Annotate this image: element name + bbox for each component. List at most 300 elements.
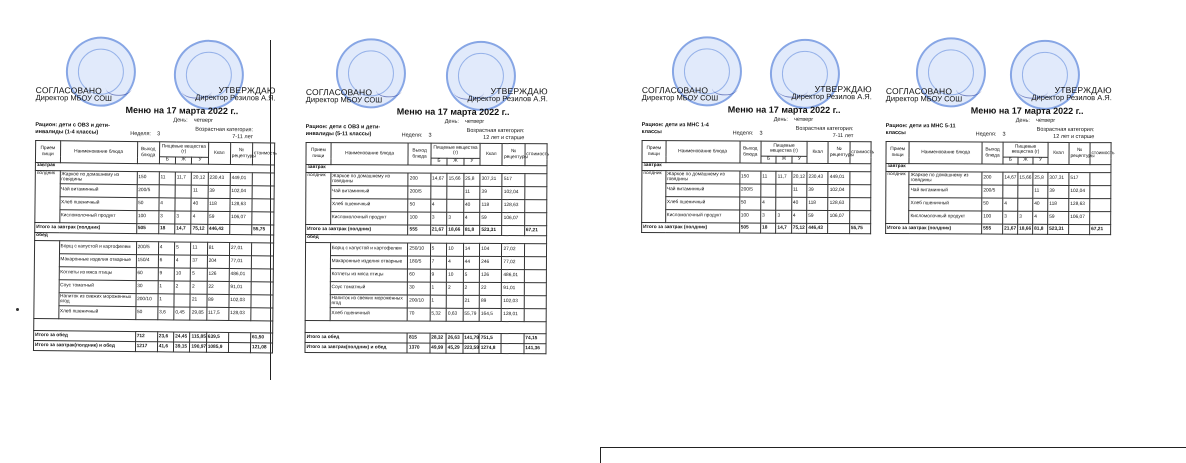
table-cell: 751,5 [479, 333, 501, 343]
dish-name: Жаркое по домашнему из говядины [60, 171, 137, 185]
day-label: День: [173, 117, 188, 124]
table-cell [252, 212, 274, 225]
table-cell [175, 198, 191, 211]
table-cell: 128,63 [1069, 198, 1090, 211]
table-cell [524, 270, 546, 283]
table-cell [228, 343, 250, 353]
col-meal: Прием пищи [642, 141, 666, 163]
table-row-total [886, 224, 1111, 235]
table-cell: 25,8 [464, 173, 481, 186]
table-cell [447, 199, 464, 212]
col-yield: Выход блюда [740, 141, 761, 163]
table-cell [524, 309, 546, 322]
table-cell: 59 [480, 212, 502, 225]
table-cell: 1274,8 [479, 343, 501, 353]
table-cell: 0,45 [174, 307, 190, 320]
table-row [306, 212, 547, 226]
menu-table [304, 142, 550, 354]
table-cell: 40 [791, 197, 806, 210]
table-cell: 100 [739, 210, 760, 223]
table-cell: 639,5 [206, 332, 228, 342]
col-dish: Наименование блюда [331, 143, 409, 165]
table-cell: 10 [174, 268, 190, 281]
table-cell [251, 269, 273, 282]
col-protein: Б [159, 157, 175, 164]
table-cell: 200/5 [408, 186, 430, 199]
menu-page [35, 62, 286, 351]
dish-name: Жаркое по домашнему из говядины [331, 173, 409, 186]
table-cell [1018, 198, 1033, 211]
col-yield: Выход блюда [137, 142, 159, 164]
table-cell: 23,6 [157, 332, 173, 342]
table-cell: 49,99 [430, 343, 447, 353]
day-line [445, 119, 485, 126]
day-value: четверг [193, 117, 214, 124]
col-fat: Ж [776, 156, 791, 163]
col-recipe: № рецептуры [1069, 142, 1090, 164]
table-cell [228, 333, 250, 343]
col-fat: Ж [447, 158, 464, 165]
table-cell: 21,67 [1003, 224, 1018, 234]
table-row [305, 243, 546, 257]
total-label: Итого за завтрак (полдник) [886, 224, 982, 235]
meal-cell-empty [305, 243, 330, 321]
col-nutrients: Пищевые вещества (г) [1003, 142, 1048, 157]
agreed-person: Директор МБОУ СОШ [35, 92, 112, 103]
table-cell: 180/5 [408, 256, 430, 269]
col-kcal: Ккал [1048, 142, 1069, 164]
table-cell: 14,67 [431, 173, 448, 186]
table-cell: 18 [761, 223, 776, 233]
table-cell [1069, 224, 1090, 234]
week-value: 3 [1002, 131, 1006, 138]
col-kcal: Ккал [480, 143, 502, 165]
meal-label-breakfast: завтрак [886, 164, 1111, 173]
table-cell: 2 [463, 282, 480, 295]
table-cell [252, 186, 274, 199]
table-cell: 21 [190, 294, 206, 307]
menu-page [641, 62, 882, 231]
col-nutrients: Пищевые вещества (г) [761, 141, 807, 156]
col-fat: Ж [175, 157, 191, 164]
table-cell [761, 184, 776, 197]
table-cell [524, 213, 546, 226]
table-cell: 77,01 [229, 256, 251, 269]
day-label: День: [773, 116, 788, 123]
menu-page [885, 63, 1122, 232]
table-row [305, 281, 546, 295]
table-cell: 712 [135, 332, 157, 342]
table-row [642, 210, 871, 224]
table-cell: 91,01 [502, 283, 524, 296]
table-cell: 20,12 [792, 171, 807, 184]
table-cell: 70 [408, 308, 430, 321]
table-cell: 2 [174, 281, 190, 294]
table-cell: 4 [191, 211, 207, 224]
table-cell: 11 [791, 184, 806, 197]
table-row [642, 197, 871, 211]
table-cell: 3 [761, 210, 776, 223]
col-kcal: Ккал [807, 141, 828, 163]
dish-name: Чай витаминный [330, 186, 408, 199]
age-label: Возрастная категория: [195, 126, 254, 134]
ration-text [306, 124, 397, 137]
col-dish: Наименование блюда [60, 141, 137, 164]
approved-block [1031, 86, 1111, 102]
scan-edge-line [600, 447, 1186, 448]
col-carbs: У [192, 157, 208, 164]
dish-name: Чай витаминный [665, 184, 739, 197]
table-row [305, 268, 546, 282]
approved-person: Директор Резилов А.Я. [1031, 92, 1112, 103]
table-cell: 4 [1033, 211, 1048, 224]
table-cell: 523,31 [480, 225, 502, 235]
table-cell: 1 [158, 294, 174, 307]
col-cost: стоимость [525, 144, 547, 166]
table-cell: 22 [479, 282, 501, 295]
table-cell: 11 [761, 171, 776, 184]
table-cell: 4 [174, 255, 190, 268]
day-line [1016, 118, 1056, 125]
table-cell [447, 186, 464, 199]
table-cell: 27,01 [229, 243, 251, 256]
table-cell [1090, 212, 1111, 225]
day-line [774, 117, 814, 124]
dish-name: Борщ с капустой и картофелем [59, 241, 136, 255]
table-row [642, 171, 871, 185]
table-cell [524, 200, 546, 213]
table-cell: 50 [408, 199, 430, 212]
ration-label: Рацион: дети из МНС 1-4 классы [641, 121, 709, 135]
total-label: Итого за завтрак (полдник) [642, 223, 740, 234]
table-cell: 21 [463, 295, 480, 308]
table-cell: 250/10 [408, 243, 430, 256]
table-row-total [642, 223, 871, 234]
total-label: Итого за завтрак(полдник) и обед [33, 340, 135, 351]
dish-name: Хлеб пшеничный [909, 198, 982, 211]
table-cell: 449,01 [230, 173, 252, 186]
table-cell: 61,50 [250, 333, 272, 343]
approved-person: Директор Резилов А.Я. [467, 93, 548, 104]
table-cell: 11 [1033, 185, 1048, 198]
day-line [173, 117, 213, 124]
total-label: Итого за завтрак(полдник) и обед [305, 342, 407, 353]
col-dish: Наименование блюда [909, 142, 982, 164]
dish-name: Соус томатный [59, 280, 136, 294]
table-cell: 100 [136, 211, 158, 224]
table-cell: 200/5 [137, 185, 159, 198]
table-cell: 117,5 [206, 307, 228, 320]
col-meal: Прием пищи [35, 141, 60, 163]
table-cell: 50 [739, 197, 760, 210]
menu-table [33, 140, 275, 354]
age-value: 12 лет и старше [1053, 133, 1095, 140]
table-cell: 11 [463, 186, 480, 199]
table-cell: 18,66 [447, 225, 464, 235]
table-cell [175, 185, 191, 198]
table-row [305, 256, 546, 270]
table-cell [252, 173, 274, 186]
table-cell [174, 294, 190, 307]
table-cell [251, 282, 273, 295]
ration-text [642, 122, 728, 135]
age-line [1037, 127, 1095, 140]
dish-name: Котлеты из мяса птицы [59, 267, 136, 281]
day-value: четверг [794, 116, 814, 123]
table-cell: 27,02 [502, 244, 524, 257]
table-cell [502, 226, 524, 236]
table-cell: 81,8 [463, 225, 480, 235]
total-label: Итого за завтрак (полдник) [35, 222, 137, 233]
dish-name: Чай витаминный [60, 184, 137, 198]
col-nutrients: Пищевые вещества (г) [159, 142, 208, 158]
table-cell: 10 [447, 243, 464, 256]
col-cost: стоимость [1090, 143, 1111, 165]
table-cell: 486,01 [229, 269, 251, 282]
ration-text [886, 123, 971, 136]
table-cell [828, 223, 849, 233]
table-cell: 30 [136, 281, 158, 294]
table-cell: 59 [1048, 211, 1069, 224]
table-cell [850, 172, 871, 185]
table-row-total [305, 342, 546, 353]
table-cell: 10 [447, 269, 464, 282]
meal-label-snack: полдник [886, 172, 910, 224]
table-cell: 25,8 [1033, 172, 1048, 185]
table-cell: 50 [135, 307, 157, 320]
table-cell [251, 243, 273, 256]
table-cell: 1085,9 [206, 342, 228, 352]
table-cell: 50 [137, 198, 159, 211]
table-cell: 91,01 [229, 282, 251, 295]
week-line [130, 131, 160, 138]
table-cell [525, 187, 547, 200]
menu-title: Меню на 17 марта 2022 г.. [125, 104, 239, 117]
approved-title: УТВЕРЖДАЮ [1054, 84, 1112, 96]
table-row [305, 307, 546, 321]
table-cell: 4 [159, 198, 175, 211]
total-label: Итого за обед [34, 330, 136, 341]
table-cell: 3 [447, 212, 464, 225]
table-row [305, 294, 546, 308]
table-cell: 4 [463, 212, 480, 225]
menu-title: Меню на 17 марта 2022 г.. [970, 105, 1084, 117]
day-value: четверг [465, 118, 485, 125]
table-cell [849, 198, 870, 211]
table-cell: 230,43 [807, 171, 828, 184]
approved-person: Директор Резилов А.Я. [195, 92, 276, 103]
meal-label-snack: полдник [306, 173, 331, 225]
table-cell [1090, 199, 1111, 212]
agreed-title: СОГЛАСОВАНО [885, 85, 953, 97]
table-cell: 1217 [135, 342, 157, 352]
table-cell: 45,29 [446, 343, 463, 353]
age-value: 7-11 лет [832, 132, 854, 139]
week-label: Неделя: [975, 131, 997, 138]
week-line [733, 130, 763, 137]
table-cell: 126 [480, 269, 502, 282]
week-value: 3 [157, 131, 161, 138]
table-cell: 204 [207, 255, 229, 268]
table-cell [525, 174, 547, 187]
table-cell: 59 [807, 210, 828, 223]
table-cell: 67,21 [524, 226, 546, 236]
table-cell [1090, 173, 1111, 186]
table-cell: 89 [207, 294, 229, 307]
col-recipe: № рецептуры [230, 143, 252, 165]
dish-name: Кисломолочный продукт [665, 210, 739, 223]
agreed-block [886, 87, 962, 103]
table-cell [1003, 185, 1018, 198]
table-cell: 28,32 [430, 333, 447, 343]
table-cell [159, 185, 175, 198]
table-cell [524, 283, 546, 296]
table-cell: 5 [175, 242, 191, 255]
table-row [886, 185, 1111, 199]
table-cell: 11 [159, 172, 175, 185]
table-cell: 128,63 [502, 200, 524, 213]
table-cell: 118 [807, 197, 828, 210]
table-cell [1090, 186, 1111, 199]
table-cell: 7 [430, 256, 447, 269]
week-line [976, 131, 1006, 138]
table-row-total [33, 340, 272, 353]
agreed-title: СОГЛАСОВАНО [35, 84, 103, 96]
table-cell: 39 [807, 184, 828, 197]
approved-title: УТВЕРЖДАЮ [490, 85, 548, 97]
table-cell: 5 [463, 269, 480, 282]
table-cell: 128,03 [229, 308, 251, 321]
table-cell [501, 344, 523, 354]
table-cell: 21,67 [430, 225, 447, 235]
approved-title: УТВЕРЖДАЮ [218, 84, 276, 96]
table-cell: 200/10 [136, 294, 158, 307]
table-cell: 75,12 [791, 223, 806, 233]
table-cell: 102,04 [1069, 185, 1090, 198]
week-label: Неделя: [732, 130, 754, 137]
approved-block [195, 86, 276, 103]
table-cell: 141,36 [524, 344, 546, 354]
dish-name: Хлеб пшеничный [330, 308, 408, 321]
table-cell: 446,43 [807, 223, 828, 233]
table-cell: 128,63 [230, 199, 252, 212]
table-cell: 118 [208, 198, 230, 211]
table-cell: 67,21 [1090, 225, 1111, 235]
table-row [642, 184, 871, 198]
meal-label-breakfast: завтрак [642, 163, 871, 172]
table-cell: 307,31 [480, 173, 502, 186]
table-cell: 517 [1069, 172, 1090, 185]
table-cell: 11 [191, 242, 207, 255]
table-cell: 100 [408, 212, 430, 225]
dish-name: Кисломолочный продукт [909, 211, 982, 224]
dish-name: Чай витаминный [909, 185, 982, 198]
day-label: День: [1015, 117, 1030, 124]
agreed-block [642, 86, 718, 102]
table-cell: 246 [480, 256, 502, 269]
table-row [306, 173, 547, 187]
table-cell: 74,15 [524, 334, 546, 344]
table-cell: 115,85 [190, 332, 206, 342]
meal-label-breakfast: завтрак [306, 165, 547, 174]
table-cell: 37 [191, 255, 207, 268]
week-line [402, 133, 432, 140]
table-cell: 121,08 [250, 343, 272, 353]
table-cell: 128,63 [828, 197, 849, 210]
menu-title: Меню на 17 марта 2022 г.. [727, 104, 841, 116]
col-meal: Прием пищи [886, 142, 909, 164]
table-cell: 60 [408, 269, 430, 282]
table-cell: 102,04 [828, 184, 849, 197]
col-nutrients: Пищевые вещества (г) [431, 143, 481, 158]
approved-block [467, 87, 547, 103]
col-meal: Прием пищи [306, 143, 331, 165]
col-protein: Б [761, 156, 776, 163]
table-cell: 2 [190, 281, 206, 294]
meal-label-snack: полдник [35, 170, 60, 222]
age-value: 12 лет и старше [483, 134, 525, 141]
ration-label: Рацион: дети с ОВЗ и дети-инвалиды (5-11 классы) [305, 123, 381, 137]
table-cell [252, 199, 274, 212]
col-recipe: № рецептуры [828, 141, 849, 163]
table-cell: 9 [430, 269, 447, 282]
table-cell: 55,79 [463, 308, 480, 321]
table-cell: 3 [175, 211, 191, 224]
table-cell: 77,02 [502, 257, 524, 270]
agreed-person: Директор МБОУ СОШ [305, 94, 383, 105]
table-cell [229, 225, 251, 235]
table-row [886, 198, 1111, 212]
table-cell [776, 184, 791, 197]
table-cell: 1 [430, 282, 447, 295]
table-cell: 1 [430, 295, 447, 308]
approved-block [791, 85, 871, 101]
table-cell: 141,79 [463, 333, 480, 343]
table-cell: 200/10 [408, 295, 430, 308]
dish-name: Напиток из свежих мороженных ягод [330, 295, 408, 308]
table-cell: 446,43 [207, 224, 229, 234]
table-cell: 6 [158, 255, 174, 268]
table-cell: 18 [158, 224, 174, 234]
table-cell: 102,03 [229, 295, 251, 308]
day-label: День: [444, 118, 459, 125]
dish-name: Котлеты из мяса птицы [330, 269, 408, 282]
col-yield: Выход блюда [408, 143, 430, 165]
table-cell: 4 [791, 210, 806, 223]
col-carbs: У [464, 158, 481, 165]
table-cell: 4 [1003, 198, 1018, 211]
table-cell: 106,07 [828, 210, 849, 223]
table-cell: 0,63 [446, 308, 463, 321]
table-cell: 104 [480, 243, 502, 256]
table-cell: 555 [982, 224, 1003, 234]
col-dish: Наименование блюда [666, 141, 740, 163]
table-cell: 44 [463, 256, 480, 269]
table-cell: 5 [191, 268, 207, 281]
table-cell: 128,01 [502, 309, 524, 322]
table-cell: 523,31 [1048, 224, 1069, 234]
agreed-person: Директор МБОУ СОШ [641, 92, 719, 103]
table-cell: 20,12 [192, 172, 208, 185]
col-yield: Выход блюда [982, 142, 1003, 164]
table-cell: 126 [207, 268, 229, 281]
table-cell [251, 295, 273, 308]
table-cell: 200/5 [136, 242, 158, 255]
dish-name: Макаронные изделия отварные [59, 254, 136, 268]
table-cell: 223,59 [463, 343, 480, 353]
agreed-title: СОГЛАСОВАНО [641, 84, 709, 96]
col-recipe: № рецептуры [502, 144, 524, 166]
